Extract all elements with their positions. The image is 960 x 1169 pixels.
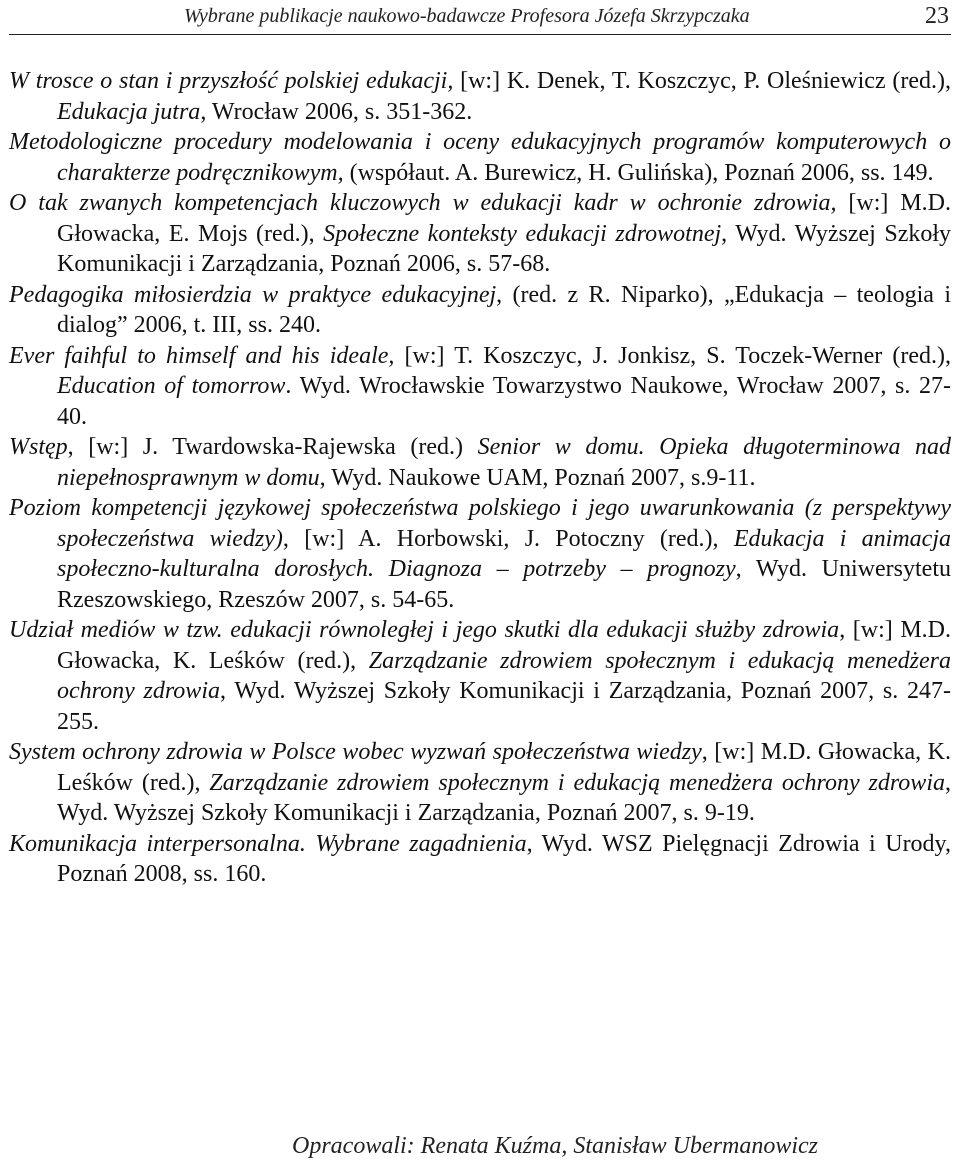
entry-detail-text: , [w:] A. Horbowski, J. Potoczny (red.), xyxy=(282,525,734,552)
bibliography-list xyxy=(9,66,951,890)
running-header xyxy=(9,0,951,35)
entry-detail-text: , (red. z R. Niparko), „Edukacja – teologia i dialog” 2006, t. III, ss. 240. xyxy=(57,281,951,338)
entry-detail-text: , Wyd. Uniwersytetu Rzeszowskiego, Rzeszów 2007, s. 54-65. xyxy=(57,556,951,613)
entry-title-text: System ochrony zdrowia w Polsce wobec wyzwań społeczeństwa wiedzy xyxy=(9,739,702,765)
entry-detail-text: [w:] K. Denek, T. Koszczyc, P. Oleśniewicz (red.), xyxy=(453,68,951,94)
bibliography-entry xyxy=(9,737,951,829)
entry-title-text: Komunikacja interpersonalna. Wybrane zagadnienia xyxy=(9,830,527,857)
bibliography-entry xyxy=(9,280,951,341)
bibliography-entry xyxy=(9,127,951,188)
bibliography-entry xyxy=(9,829,951,890)
entry-detail-text: , [w:] J. Twardowska-Rajewska (red.) xyxy=(67,434,478,460)
entry-title-text: Poziom kompetencji językowej społeczeństwa polskiego i jego uwarunkowania (z perspektywy społeczeństwa wiedzy) xyxy=(9,495,951,552)
bibliography-entry xyxy=(9,188,951,280)
entry-detail-text: (współaut. A. Burewicz, H. Gulińska), Poznań 2006, ss. 149. xyxy=(343,159,934,186)
entry-title-text: Społeczne konteksty edukacji zdrowotnej xyxy=(323,220,722,247)
entry-detail-text: , Wrocław 2006, s. 351-362. xyxy=(200,98,473,125)
entry-title-text: Pedagogika miłosierdzia w praktyce edukacyjnej xyxy=(9,281,497,308)
entry-detail-text: [w:] T. Koszczyc, J. Jonkisz, S. Toczek-Werner (red.), xyxy=(394,342,951,369)
entry-title-text: Zarządzanie zdrowiem społecznym i edukacją menedżera ochrony zdrowia xyxy=(57,647,951,704)
entry-detail-text: , [w:] M.D. Głowacka, K. Leśków (red.), xyxy=(57,617,951,674)
bibliography-entry xyxy=(9,66,951,127)
footer-credit: Opracowali: Renata Kuźma, Stanisław Ubermanowicz xyxy=(292,1133,818,1159)
bibliography-entry xyxy=(9,341,951,433)
entry-detail-text: , Wyd. Wyższej Szkoły Komunikacji i Zarządzania, Poznań 2006, s. 57-68. xyxy=(57,220,952,277)
entry-detail-text: [w:] M.D. Głowacka, E. Mojs (red.), xyxy=(57,190,952,247)
entry-title-text: O tak zwanych kompetencjach kluczowych w edukacji kadr w ochronie zdrowia, xyxy=(9,190,837,216)
page-number: 23 xyxy=(925,3,949,29)
bibliography-entry xyxy=(9,615,951,737)
entry-title-text: Education of tomorrow xyxy=(57,373,286,399)
entry-detail-text: , Wyd. Naukowe UAM, Poznań 2007, s.9-11. xyxy=(319,464,756,491)
entry-detail-text: , Wyd. WSZ Pielęgnacji Zdrowia i Urody, Poznań 2008, ss. 160. xyxy=(57,830,951,887)
entry-title-text: Edukacja i animacja społeczno-kulturalna dorosłych. Diagnoza – potrzeby – prognozy xyxy=(57,525,952,582)
entry-title-text: Edukacja jutra xyxy=(57,98,201,125)
entry-title-text: Ever faihful to himself and his ideale, xyxy=(9,342,395,369)
entry-title-text: Senior w domu. Opieka długoterminowa nad niepełnosprawnym w domu xyxy=(57,434,951,491)
entry-detail-text: , [w:] M.D. Głowacka, K. Leśków (red.), xyxy=(57,739,951,796)
bibliography-entry xyxy=(9,493,951,615)
entry-detail-text: . Wyd. Wrocławskie Towarzystwo Naukowe, Wrocław 2007, s. 27-40. xyxy=(57,373,951,430)
entry-detail-text: , Wyd. Wyższej Szkoły Komunikacji i Zarządzania, Poznań 2007, s. 247-255. xyxy=(57,678,951,735)
entry-title-text: Metodologiczne procedury modelowania i oceny edukacyjnych programów komputerowych o charakterze podręcznikowym, xyxy=(9,129,951,186)
header-title: Wybrane publikacje naukowo-badawcze Profesora Józefa Skrzypczaka xyxy=(184,5,750,27)
entry-title-text: Wstęp xyxy=(9,434,68,460)
entry-detail-text: , Wyd. Wyższej Szkoły Komunikacji i Zarządzania, Poznań 2007, s. 9-19. xyxy=(57,769,951,826)
entry-title-text: Udział mediów w tzw. edukacji równoległej i jego skutki dla edukacji służby zdrowia xyxy=(9,617,840,643)
entry-title-text: W trosce o stan i przyszłość polskiej edukacji, xyxy=(9,68,454,94)
bibliography-entry xyxy=(9,432,951,493)
entry-title-text: Zarządzanie zdrowiem społecznym i edukacją menedżera ochrony zdrowia xyxy=(209,769,945,796)
